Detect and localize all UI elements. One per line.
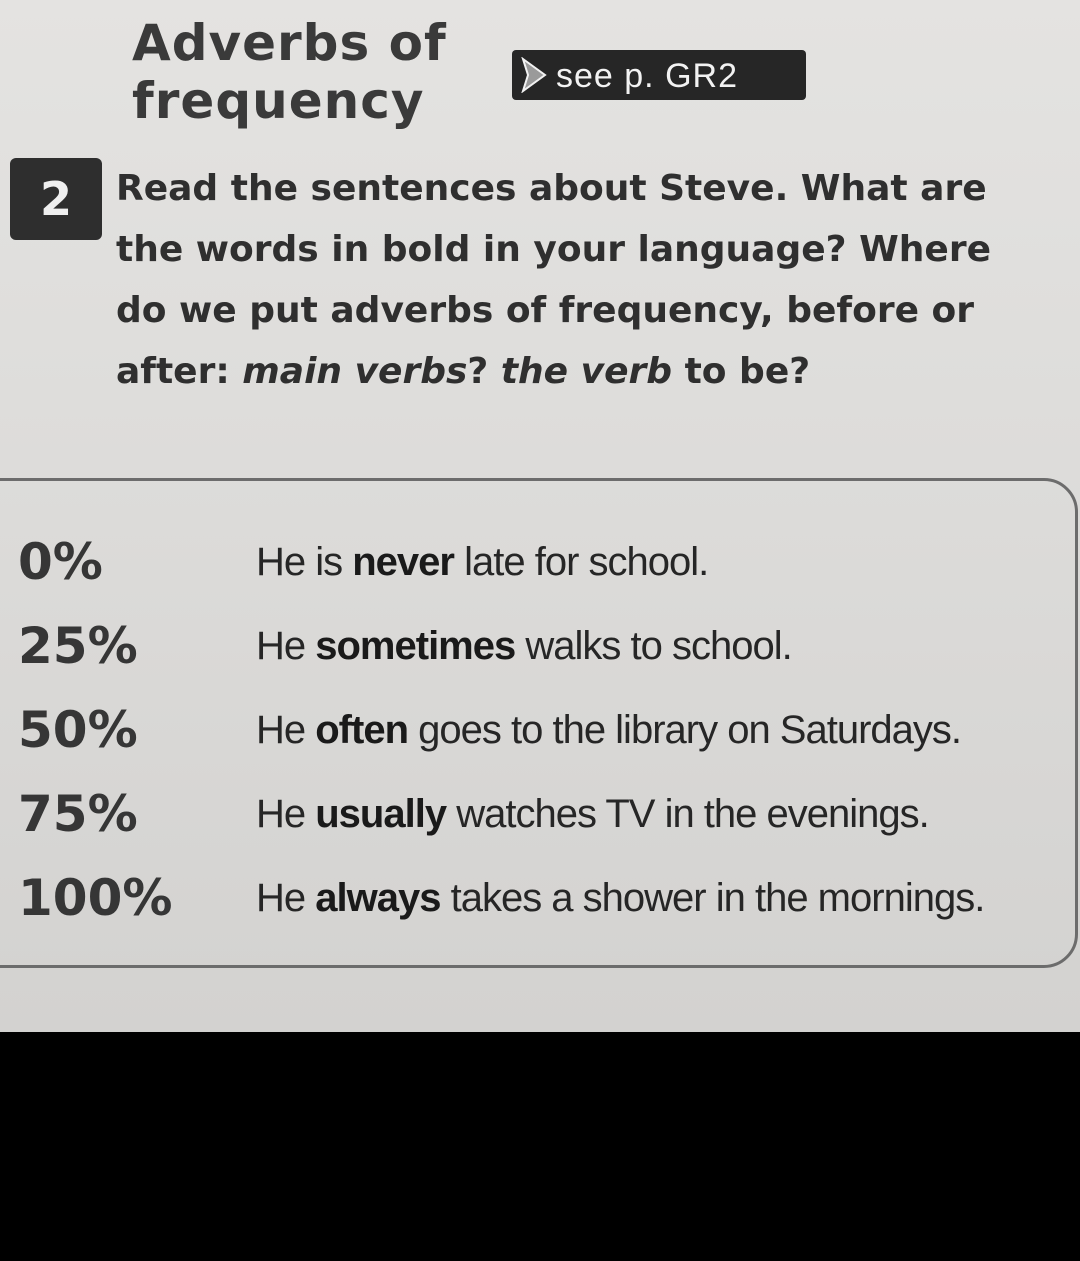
instruction-question-mark-2: ? <box>789 351 811 392</box>
sentence-end: walks to school. <box>515 623 792 668</box>
frequency-row <box>18 520 1068 604</box>
exercise-instructions <box>116 158 1072 402</box>
bold-adverb: never <box>352 539 454 584</box>
frequency-row <box>18 772 1068 856</box>
instruction-the-verb: the verb <box>500 351 673 392</box>
sentence-end: goes to the library on Saturdays. <box>408 707 962 752</box>
instruction-line-2: the words in bold in your language? Where <box>116 229 992 270</box>
frequency-percent: 50% <box>18 701 138 759</box>
section-title-line-2: frequency <box>132 72 425 130</box>
bold-adverb: always <box>315 875 441 920</box>
bold-adverb: often <box>315 707 409 752</box>
triangle-arrow-icon <box>512 50 556 100</box>
frequency-percent: 75% <box>18 785 138 843</box>
frequency-table <box>18 520 1068 940</box>
example-sentence <box>256 540 708 585</box>
bold-adverb: usually <box>315 791 447 836</box>
instruction-line-4 <box>116 341 1072 402</box>
frequency-percent: 25% <box>18 617 138 675</box>
frequency-row <box>18 604 1068 688</box>
instruction-line-4-prefix: after: <box>116 351 243 392</box>
sentence-start: He <box>256 791 316 836</box>
example-sentence <box>256 708 961 753</box>
grammar-reference-text: see p. GR2 <box>556 56 738 95</box>
sentence-start: He <box>256 623 316 668</box>
section-title-line-1: Adverbs of <box>132 14 447 72</box>
sentence-start: He is <box>256 539 353 584</box>
frequency-percent: 100% <box>18 869 173 927</box>
example-sentence <box>256 876 984 921</box>
sentence-end: takes a shower in the mornings. <box>440 875 985 920</box>
exercise-number-badge: 2 <box>10 158 102 240</box>
black-letterbox-area <box>0 1032 1080 1261</box>
frequency-percent: 0% <box>18 533 103 591</box>
example-sentence <box>256 624 792 669</box>
example-sentence <box>256 792 929 837</box>
instruction-line-1: Read the sentences about Steve. What are <box>116 168 987 209</box>
section-title <box>132 14 447 130</box>
sentence-start: He <box>256 875 316 920</box>
instruction-space <box>672 351 685 392</box>
sentence-end: late for school. <box>454 539 709 584</box>
sentence-end: watches TV in the evenings. <box>446 791 929 836</box>
instruction-to-be: to be <box>684 351 790 392</box>
frequency-row <box>18 688 1068 772</box>
instruction-main-verbs: main verbs <box>242 351 468 392</box>
frequency-row <box>18 856 1068 940</box>
sentence-start: He <box>256 707 316 752</box>
grammar-reference-tag <box>512 50 806 100</box>
instruction-question-mark-1: ? <box>467 351 501 392</box>
bold-adverb: sometimes <box>315 623 516 668</box>
instruction-line-3: do we put adverbs of frequency, before or <box>116 290 975 331</box>
